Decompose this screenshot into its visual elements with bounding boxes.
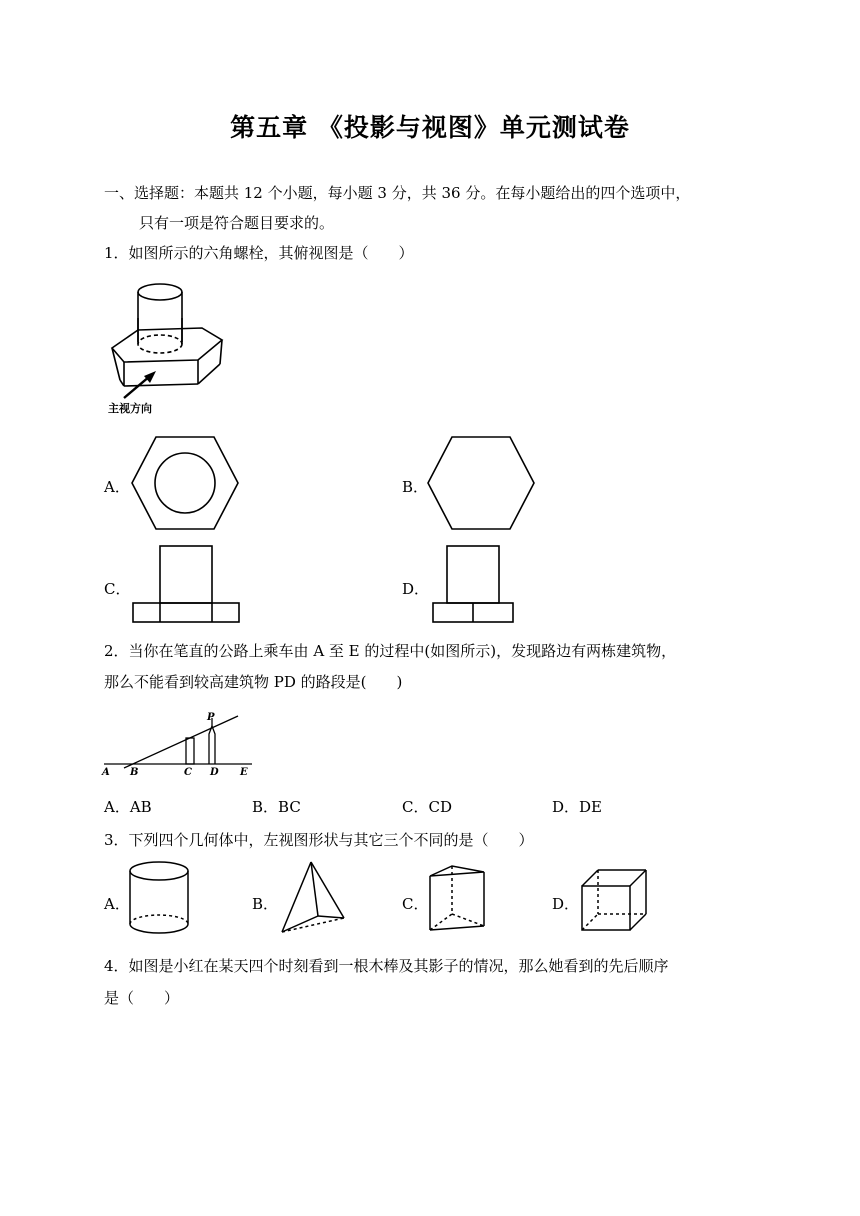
label-e: E [240,767,248,778]
label-c: C [184,767,192,778]
label-b: B [130,767,139,778]
question-3-text: 3．下列四个几何体中，左视图形状与其它三个不同的是（ ） [104,831,534,849]
view-direction-caption: 主视方向 [108,402,152,415]
label-p: P [207,712,215,723]
q1-option-b-figure [426,435,536,531]
road-buildings-figure [100,708,260,780]
cylinder-figure [126,860,192,936]
q1-option-c-label: C． [104,580,131,598]
q3-option-b-label: B． [252,895,279,913]
question-2-line2: 那么不能看到较高建筑物 PD 的路段是( ) [104,673,403,691]
question-1-text: 1．如图所示的六角螺栓，其俯视图是（ ） [104,244,414,262]
question-4-line2: 是（ ） [104,989,180,1007]
q1-option-a-figure [130,435,240,531]
label-a: A [102,767,110,778]
q2-option-d: D．DE [552,798,603,816]
q1-option-a-label: A． [104,478,130,496]
section-heading-line2: 只有一项是符合题目要求的。 [139,214,335,232]
page-title: 第五章 《投影与视图》单元测试卷 [230,113,630,142]
cube-figure [578,866,650,934]
q1-option-c-figure [130,544,242,626]
q3-option-c-label: C． [402,895,429,913]
label-d: D [210,767,219,778]
question-4-line1: 4．如图是小红在某天四个时刻看到一根木棒及其影子的情况，那么她看到的先后顺序 [104,957,669,975]
q3-option-d-label: D． [552,895,580,913]
question-2-line1: 2．当你在笔直的公路上乘车由 A 至 E 的过程中(如图所示)，发现路边有两栋建筑物， [104,642,677,660]
q1-option-d-figure [430,544,516,626]
q2-option-c: C．CD [402,798,452,816]
section-heading-line1: 一、选择题：本题共 12 个小题，每小题 3 分，共 36 分。在每小题给出的四个选项中， [104,184,691,202]
hex-bolt-figure [104,278,234,418]
triangular-prism-figure [426,862,488,934]
q1-option-b-label: B． [402,478,429,496]
q3-option-a-label: A． [104,895,130,913]
q1-option-d-label: D． [402,580,430,598]
q2-option-b: B．BC [252,798,301,816]
tetrahedron-figure [278,858,348,936]
q2-option-a: A．AB [104,798,152,816]
